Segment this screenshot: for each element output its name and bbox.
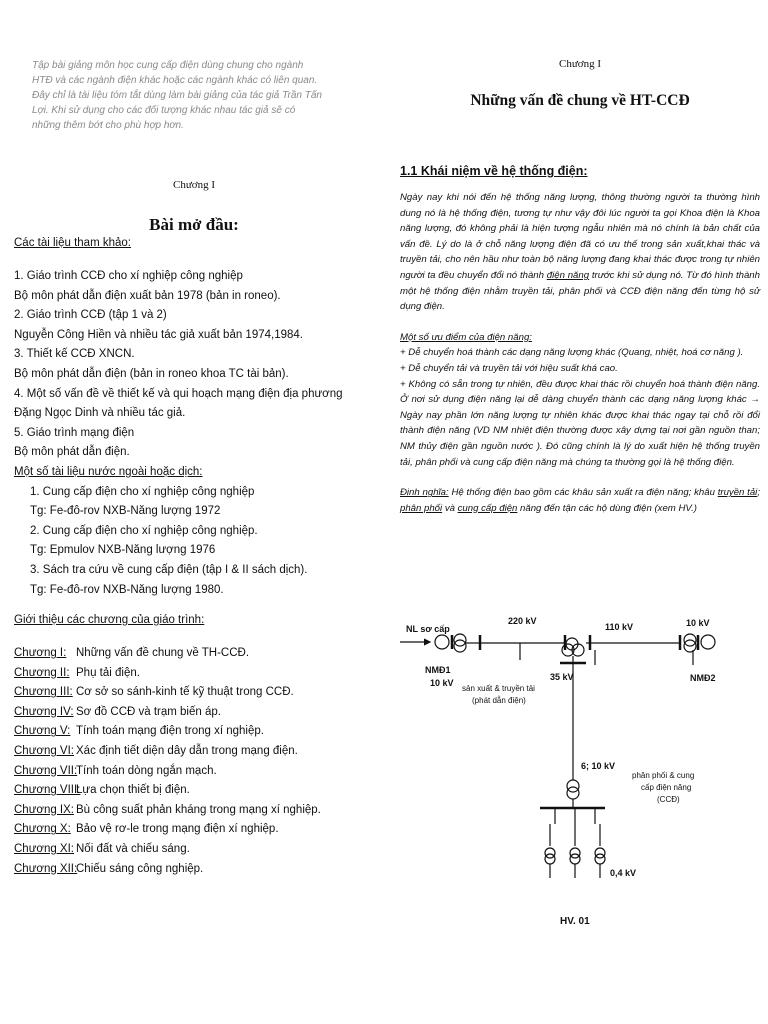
chapter-title: Chiếu sáng công nghiệp. [76,862,204,875]
transformer-5-icon [570,848,580,858]
chapter-row [14,742,374,762]
chapter-row [14,703,374,723]
paragraph-intro: Ngày nay khi nói đến hệ thống năng lượng, thông thường người ta thường hình dung nó là hệ thống điện, tương tự như vậy đôi lúc người ta gọi Khoa điện là Khoa năng lượng, đó không phải là hiện tượng ngẫu nhiên mà nó chính là bản chất của vấn đề. Lý do là ở chỗ năng lượng điện đã có ưu thế trong sản xuất,khai thác và truyền tải, cho nên hầu như toàn bộ năng lượng đang khai thác được trong tự nhiên người ta đều chuyển đổi nó thành điện năng trước khi sử dụng nó. Từ đó hình thành một hệ thống điện nhằm truyền tải, phân phối và CCĐ điện năng đến từng hộ sử dụng điện. [400,192,760,313]
chapter-number: Chương V: [14,725,71,738]
chapter-row [14,664,374,684]
chapter-number: Chương VI: [14,745,74,758]
reference-line: Nguyễn Công Hiền và nhiều tác giả xuất bản 1974,1984. [14,328,303,341]
chapters-list [14,644,374,879]
chapter-number: Chương IX: [14,803,74,816]
label-nmd2: NMĐ2 [690,673,716,683]
foreign-reference-line: Tg: Fe-đô-rov NXB-Năng lượng 1980. [30,583,224,596]
chapter-number: Chương I: [14,647,67,660]
reference-line: 5. Giáo trình mạng điện [14,426,135,439]
chapter-title: Những vấn đề chung về TH-CCĐ. [76,647,250,660]
reference-line: Bộ môn phát dẫn điện (bản in roneo khoa TC tài bản). [14,367,289,380]
generator-1-icon [435,635,449,649]
chapter-title: Cơ sở so sánh-kinh tế kỹ thuật trong CCĐ. [76,686,294,699]
chapter-row [14,820,374,840]
left-chapter-label: Chương I [172,179,216,191]
chapter-number: Chương X: [14,823,71,836]
foreign-heading: Một số tài liệu nước ngoài hoặc dịch: [14,465,203,478]
right-title: Những vấn đề chung về HT-CCĐ [470,92,690,109]
foreign-list [14,483,374,601]
left-title: Bài mở đầu: [149,215,239,234]
label-production-2: (phát dẫn điện) [472,696,526,705]
chapter-row [14,840,374,860]
transformer-6-icon [595,848,605,858]
advantage-item: + Dễ chuyển hoá thành các dạng năng lượng khác (Quang, nhiệt, hoá cơ năng ). [400,347,744,359]
chapter-number: Chương XII: [14,862,78,875]
foreign-reference-line: 3. Sách tra cứu về cung cấp điện (tập I & II sách dịch). [30,563,308,576]
reference-line: Bộ môn phát dẫn điện. [14,446,130,459]
chapter-number: Chương IV: [14,705,74,718]
reference-line: 3. Thiết kế CCĐ XNCN. [14,348,135,361]
left-column [14,58,374,879]
references-heading: Các tài liệu tham khảo: [14,237,131,249]
chapters-heading: Giới thiệu các chương của giáo trình: [14,614,205,627]
intro-note: Tập bài giảng môn học cung cấp điện dùng chung cho ngành HTĐ và các ngành điện khác hoặc các ngành khác có liên quan. Đây chỉ là tài liệu tóm tắt dùng làm bài giảng của tác giả Trần Tấn Lợi. Khi sử dụng cho các đối tượng khác nhau tác giả sẽ có những thêm bớt cho phù hợp hơn. [32,60,322,131]
label-10kv-top: 10 kV [686,618,710,628]
foreign-reference-line: Tg: Epmulov NXB-Năng lượng 1976 [30,544,216,557]
chapter-title: Sơ đồ CCĐ và trạm biến áp. [76,705,221,718]
chapter-number: Chương II: [14,666,70,679]
chapter-row [14,762,374,782]
transformer-3b-icon [567,787,579,799]
advantage-item: + Không có sẵn trong tự nhiên, đều được khai thác rồi chuyển hoá thành điện năng. Ở nơi sử dụng điện năng lại dễ dàng chuyển thành các dạng năng lượng khác → Ngày nay phần lớn năng lượng tự nhiên khác được khai thác ngay tại chỗ rồi đổi thành điện năng (VD NM nhiệt điện thường được xây dựng tại nơi gần nguồn than; NM thủy điện gần nguồn nước ). Đó cũng chính là lý do xuất hiện hệ thống truyền tải, phân phối và cung cấp điện năng mà chúng ta thường gọi là hệ thống điện. [400,378,760,468]
generator-2-icon [701,635,715,649]
chapter-number: Chương XI: [14,843,74,856]
chapter-title: Nối đất và chiếu sáng. [76,843,190,856]
advantage-item: + Dễ chuyển tải và truyền tải với hiệu suất khá cao. [400,362,618,374]
chapter-row [14,781,374,801]
label-distribution-3: (CCĐ) [657,795,680,804]
reference-line: 4. Một số vấn đề về thiết kế và qui hoạch mạng điện địa phương [14,387,343,400]
chapter-row [14,860,374,880]
power-system-diagram [400,610,760,930]
label-10kv-left: 10 kV [430,678,454,688]
definition: Định nghĩa: Hệ thống điện bao gồm các khâu sản xuất ra điện năng; khâu truyền tải; phân phối và cung cấp điện năng đến tận các hộ dùng điện (xem HV.) [400,487,760,514]
reference-line: Bộ môn phát dẫn điện xuất bản 1978 (bản in roneo). [14,289,281,302]
chapter-row [14,722,374,742]
foreign-reference-line: 2. Cung cấp điện cho xí nghiệp công nghiệp. [30,524,258,537]
advantages-list [400,345,760,470]
figure-caption: HV. 01 [560,916,590,927]
chapter-number: Chương VII: [14,764,78,777]
chapter-row [14,683,374,703]
chapter-number: Chương VIII: [14,784,81,797]
chapter-title: Tính toán dòng ngắn mạch. [76,764,217,777]
label-distribution-1: phân phối & cung [632,771,695,780]
transformer-3a-icon [567,780,579,792]
chapter-title: Phụ tải điện. [76,666,140,679]
reference-line: Đặng Ngọc Dinh và nhiều tác giả. [14,407,186,420]
right-column [400,58,760,516]
label-220kv: 220 kV [508,616,537,626]
label-production-1: sản xuất & truyền tải [462,684,535,693]
label-6-10kv: 6; 10 kV [581,761,616,771]
label-0-4kv: 0,4 kV [610,868,637,878]
chapter-title: Bảo vệ rơ-le trong mạng điện xí nghiệp. [76,823,279,836]
advantages-heading: Một số ưu điểm của điện năng: [400,331,532,343]
transformer-4-icon [545,848,555,858]
chapter-title: Tính toán mạng điện trong xí nghiệp. [76,725,264,738]
chapter-number: Chương III: [14,686,73,699]
references-list [14,267,374,463]
chapter-title: Bù công suất phản kháng trong mạng xí nghiệp. [76,803,321,816]
reference-line: 1. Giáo trình CCĐ cho xí nghiệp công nghiệp [14,270,243,282]
right-chapter-label: Chương I [558,58,602,70]
label-nmd1: NMĐ1 [425,665,451,675]
foreign-reference-line: 1. Cung cấp điện cho xí nghiệp công nghiệp [30,485,255,498]
chapter-title: Lựa chọn thiết bị điện. [76,784,190,797]
chapter-row [14,644,374,664]
label-distribution-2: cấp điện năng [641,783,692,792]
label-nl-so-cap: NL sơ cấp [406,624,450,634]
chapter-row [14,801,374,821]
label-110kv: 110 kV [605,622,634,632]
section-heading: 1.1 Khái niệm về hệ thống điện: [400,164,588,178]
label-35kv: 35 kV [550,672,574,682]
chapter-title: Xác định tiết diện dây dẫn trong mạng điện. [76,745,298,758]
foreign-reference-line: Tg: Fe-đô-rov NXB-Năng lượng 1972 [30,505,221,518]
reference-line: 2. Giáo trình CCĐ (tập 1 và 2) [14,309,167,322]
